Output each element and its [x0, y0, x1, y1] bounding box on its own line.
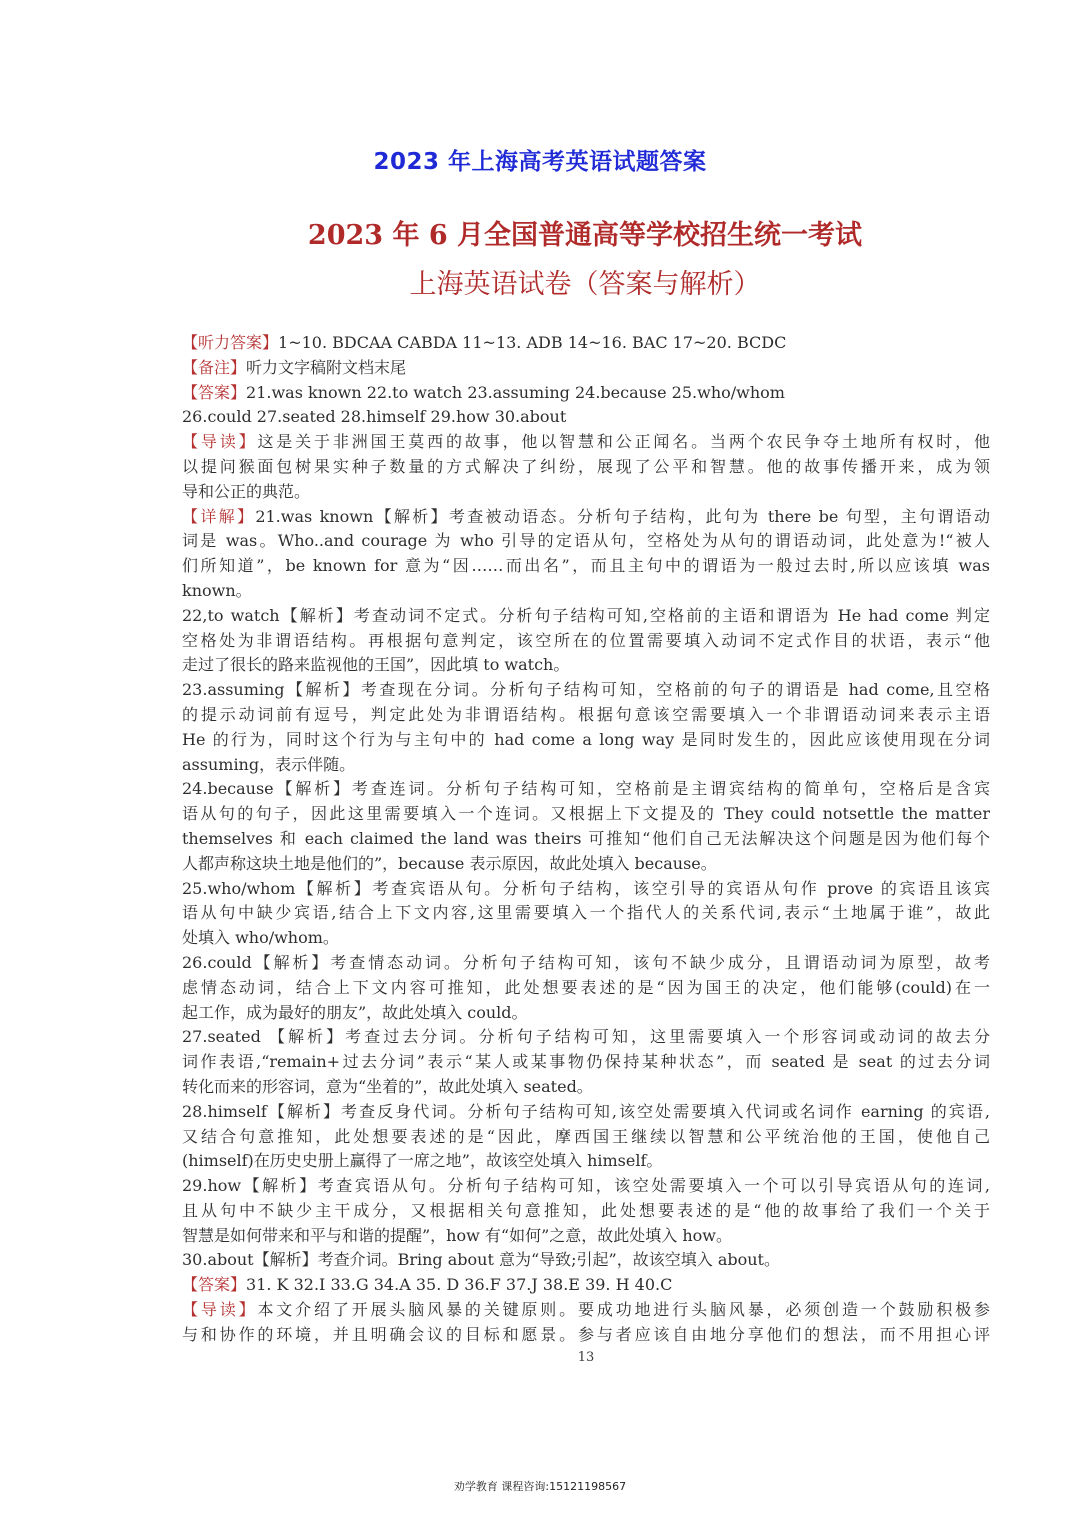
- line-text: 24.because【解析】考查连词。分析句子结构可知，空格前是主谓宾结构的简单句，空格后是含宾: [182, 779, 990, 799]
- text-line: [182, 777, 990, 802]
- section-label: 【导读】: [182, 1300, 258, 1320]
- line-text: 语从句的句子，因此这里需要填入一个连词。又根据上下文提及的 They could notsettle the matter: [182, 804, 990, 824]
- line-text: He 的行为，同时这个行为与主句中的 had come a long way 是同时发生的，因此应该使用现在分词: [182, 729, 990, 749]
- line-text: 处填入 who/whom。: [182, 928, 339, 948]
- line-text: 27.seated 【解析】考查过去分词。分析句子结构可知，这里需要填入一个形容词或动词的故去分: [182, 1027, 990, 1047]
- section-label: 【详解】: [182, 506, 256, 526]
- text-line: [182, 480, 990, 505]
- text-line: [182, 455, 990, 480]
- line-text: 词作表语,“remain+过去分词”表示“某人或某事物仍保持某种状态”，而 seated 是 seat 的过去分词: [182, 1052, 990, 1072]
- line-text: 本文介绍了开展头脑风暴的关键原则。要成功地进行头脑风暴，必须创造一个鼓励积极参: [257, 1300, 990, 1320]
- text-line: [182, 1125, 990, 1150]
- section-label: 【备注】: [182, 357, 247, 377]
- line-text: 这是关于非洲国王莫西的故事，他以智慧和公正闻名。当两个农民争夺土地所有权时，他: [257, 432, 990, 452]
- text-line: [182, 877, 990, 902]
- line-text: 以提问猴面包树果实种子数量的方式解决了纠纷，展现了公平和智慧。他的故事传播开来，成为领: [182, 456, 990, 476]
- page-number: 13: [577, 1350, 595, 1365]
- line-text: 25.who/whom【解析】考查宾语从句。分析句子结构，该空引导的宾语从句作 prove 的宾语且该宾: [182, 878, 990, 898]
- line-text: 虑情态动词，结合上下文内容可推知，此处想要表述的是“因为国王的决定，他们能够(could)在一: [182, 977, 990, 997]
- text-line: [182, 529, 990, 554]
- line-text: 26.could 27.seated 28.himself 29.how 30.about: [182, 407, 567, 427]
- text-line: [182, 802, 990, 827]
- text-line: [182, 678, 990, 703]
- text-line: [182, 579, 990, 604]
- line-text: 听力文字稿附文档末尾: [246, 357, 407, 377]
- text-line: [182, 1025, 990, 1050]
- text-line: [182, 331, 990, 356]
- line-text: 人都声称这块土地是他们的”，because 表示原因，故此处填入 because。: [182, 853, 717, 873]
- line-text: 又结合句意推知，此处想要表述的是“因此，摩西国王继续以智慧和公平统治他的王国，使他自己: [182, 1126, 990, 1146]
- line-text: 语从句中缺少宾语,结合上下文内容,这里需要填入一个指代人的关系代词,表示“土地属于谁”，故此: [182, 903, 990, 923]
- section-label: 【答案】: [182, 1275, 247, 1295]
- line-text: assuming，表示伴随。: [182, 754, 356, 774]
- text-line: [182, 1050, 990, 1075]
- line-text: 的提示动词前有逗号，判定此处为非谓语结构。根据句意该空需要填入一个非谓语动词来表示主语: [182, 704, 990, 724]
- text-line: [182, 604, 990, 629]
- section-label: 【导读】: [182, 432, 258, 452]
- text-line: [182, 1174, 990, 1199]
- line-text: 转化而来的形容词，意为“坐着的”，故此处填入 seated。: [182, 1076, 593, 1096]
- footer-contact: 劝学教育 课程咨询:15121198567: [453, 1480, 627, 1493]
- text-line: [182, 1199, 990, 1224]
- section-label: 【听力答案】: [182, 333, 279, 352]
- line-text: 走过了很长的路来监视他的王国”，因此填 to watch。: [182, 655, 570, 675]
- line-text: 词是 was。Who..and courage 为 who 引导的定语从句，空格处为从句的谓语动词，此处意为!“被人: [182, 531, 990, 551]
- text-line: [182, 405, 990, 430]
- line-text: 28.himself【解析】考查反身代词。分析句子结构可知,该空处需要填入代词或名词作 earning 的宾语,: [182, 1101, 990, 1121]
- line-text: 22,to watch【解析】考查动词不定式。分析句子结构可知,空格前的主语和谓语为 He had come 判定: [182, 605, 990, 625]
- text-line: [182, 653, 990, 678]
- text-line: [182, 1273, 990, 1298]
- exam-subtitle: 上海英语试卷（答案与解析）: [409, 269, 761, 300]
- exam-title: 2023 年 6 月全国普通高等学校招生统一考试: [307, 220, 863, 251]
- text-line: [182, 976, 990, 1001]
- text-line: [182, 827, 990, 852]
- text-line: [182, 703, 990, 728]
- line-text: 导和公正的典范。: [182, 481, 311, 501]
- text-line: [182, 356, 990, 381]
- line-text: 21.was known【解析】考查被动语态。分析句子结构，此句为 there be 句型，主句谓语动: [255, 506, 990, 526]
- text-line: [182, 1075, 990, 1100]
- text-line: [182, 901, 990, 926]
- text-line: [182, 852, 990, 877]
- line-text: known。: [182, 580, 252, 600]
- text-line: [182, 505, 990, 530]
- text-line: [182, 1001, 990, 1026]
- text-line: [182, 728, 990, 753]
- line-text: 1~10. BDCAA CABDA 11~13. ADB 14~16. BAC 17~20. BCDC: [278, 333, 787, 352]
- text-line: [182, 430, 990, 455]
- line-text: 智慧是如何带来和平与和谐的提醒”，how 有“如何”之意，故此处填入 how。: [182, 1225, 732, 1245]
- page-title: 2023 年上海高考英语试题答案: [373, 149, 707, 175]
- line-text: 29.how【解析】考查宾语从句。分析句子结构可知，该空处需要填入一个可以引导宾语从句的连词,: [182, 1176, 990, 1196]
- line-text: (himself)在历史史册上赢得了一席之地”，故该空处填入 himself。: [182, 1151, 663, 1171]
- line-text: 30.about【解析】考查介词。Bring about 意为“导致;引起”，故该空填入 about。: [182, 1250, 780, 1270]
- line-text: 21.was known 22.to watch 23.assuming 24.because 25.who/whom: [246, 382, 785, 402]
- text-line: [182, 1323, 990, 1348]
- line-text: 31. K 32.I 33.G 34.A 35. D 36.F 37.J 38.E 39. H 40.C: [246, 1275, 673, 1295]
- text-line: [182, 951, 990, 976]
- text-line: [182, 1248, 990, 1273]
- section-label: 【答案】: [182, 382, 247, 402]
- line-text: 26.could【解析】考查情态动词。分析句子结构可知，该句不缺少成分，且谓语动词为原型，故考: [182, 952, 990, 972]
- text-line: [182, 1224, 990, 1249]
- text-line: [182, 1100, 990, 1125]
- text-line: [182, 554, 990, 579]
- line-text: 起工作，成为最好的朋友”，故此处填入 could。: [182, 1002, 528, 1022]
- line-text: 且从句中不缺少主干成分，又根据相关句意推知，此处想要表述的是“他的故事给了我们一个关于: [182, 1200, 990, 1220]
- line-text: 空格处为非谓语结构。再根据句意判定，该空所在的位置需要填入动词不定式作目的状语，表示“他: [182, 630, 990, 650]
- text-line: [182, 1298, 990, 1323]
- text-line: [182, 753, 990, 778]
- line-text: 们所知道”，be known for 意为“因……而出名”，而且主句中的谓语为一般过去时,所以应该填 was: [182, 556, 990, 576]
- line-text: 23.assuming【解析】考查现在分词。分析句子结构可知，空格前的句子的谓语是 had come,且空格: [182, 680, 990, 700]
- text-line: [182, 926, 990, 951]
- answer-analysis-text: [182, 331, 990, 1348]
- text-line: [182, 381, 990, 406]
- line-text: 与和协作的环境，并且明确会议的目标和愿景。参与者应该自由地分享他们的想法，而不用担心评: [182, 1324, 990, 1344]
- line-text: themselves 和 each claimed the land was theirs 可推知“他们自己无法解决这个问题是因为他们每个: [182, 828, 990, 848]
- text-line: [182, 629, 990, 654]
- text-line: [182, 1149, 990, 1174]
